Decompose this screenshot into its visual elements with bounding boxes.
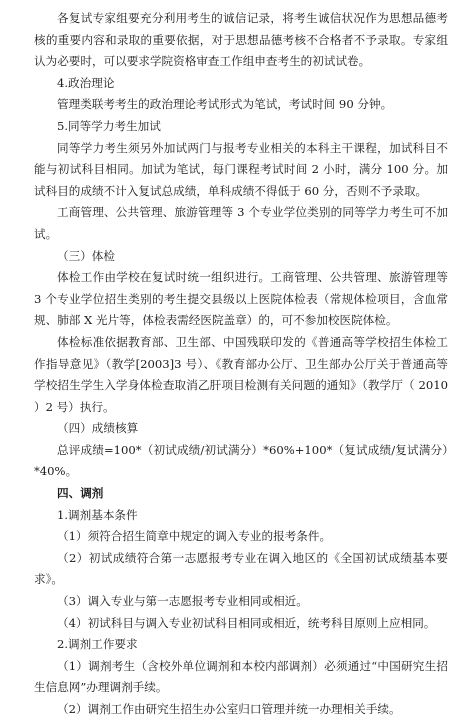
- list-item-condition-4: （4）初试科目与调入专业初试科目相同或相近，统考科目原则上应相同。: [57, 615, 436, 630]
- paragraph-integrity-record: 各复试专家组要充分利用考生的诚信记录，将考生诚信状况作为思想品德考核的重要内容和录取的重要依据，对于思想品德考核不合格者不予录取。专家组认为必要时，可以要求学院资格审查工作组申查考生的初试试卷。: [34, 11, 448, 69]
- heading-adjustment-requirements: 2.调剂工作要求: [57, 637, 138, 652]
- heading-physical-exam: （三）体检: [57, 248, 115, 263]
- heading-score-calculation: （四）成绩核算: [57, 421, 139, 436]
- paragraph-political-exam: 管理类联考考生的政治理论考试形式为笔试，考试时间 90 分钟。: [57, 97, 393, 112]
- document-body: [34, 8, 448, 721]
- list-item-condition-1: （1）须符合招生简章中规定的调入专业的报考条件。: [57, 529, 332, 544]
- list-item-condition-3: （3）调入专业与第一志愿报考专业相同或相近。: [57, 594, 308, 609]
- list-item-requirement-2: （2）调剂工作由研究生招生办公室归口管理并统一办理相关手续。: [57, 702, 401, 716]
- paragraph-physical-exam-organization: 体检工作由学校在复试时统一组织进行。工商管理、公共管理、旅游管理等 3 个专业学位招生类别的考生提交县级以上医院体检表（常规体检项目，含血常规、肺部 X 光片等，体检表需经医院盖章）的，可不参加校医院体检。: [34, 270, 448, 328]
- heading-adjustment: 四、调剂: [57, 486, 104, 501]
- paragraph-physical-exam-standards: 体检标准依据教育部、卫生部、中国残联印发的《普通高等学校招生体检工作指导意见》（教学[2003]3 号）、《教育部办公厅、卫生部办公厅关于普通高等学校招生学生入学身体检查取消乙肝项目检测有关问题的通知》（教学厅（ 2010 ）2 号）执行。: [34, 334, 448, 414]
- heading-equivalent-extra-exam: 5.同等学力考生加试: [57, 118, 161, 133]
- paragraph-extra-exam-rules: 同等学力考生须另外加试两门与报考专业相关的本科主干课程，加试科目不能与初试科目相同。加试为笔试，每门课程考试时间 2 小时，满分 100 分。加试科目的成绩不计入复试总成绩，单科成绩不得低于 60 分，否则不予录取。: [34, 140, 448, 198]
- list-item-requirement-1: （1）调剂考生（含校外单位调剂和本校内部调剂）必须通过“中国研究生招生信息网”办理调剂手续。: [34, 658, 448, 695]
- paragraph-score-formula: 总评成绩=100*（初试成绩/初试满分）*60%+100*（复试成绩/复试满分）*40%。: [34, 442, 448, 479]
- heading-adjustment-conditions: 1.调剂基本条件: [57, 507, 138, 522]
- paragraph-extra-exam-exemption: 工商管理、公共管理、旅游管理等 3 个专业学位类别的同等学力考生可不加试。: [34, 205, 448, 241]
- heading-political-theory: 4.政治理论: [57, 75, 115, 90]
- list-item-condition-2: （2）初试成绩符合第一志愿报考专业在调入地区的《全国初试成绩基本要求》。: [34, 550, 448, 587]
